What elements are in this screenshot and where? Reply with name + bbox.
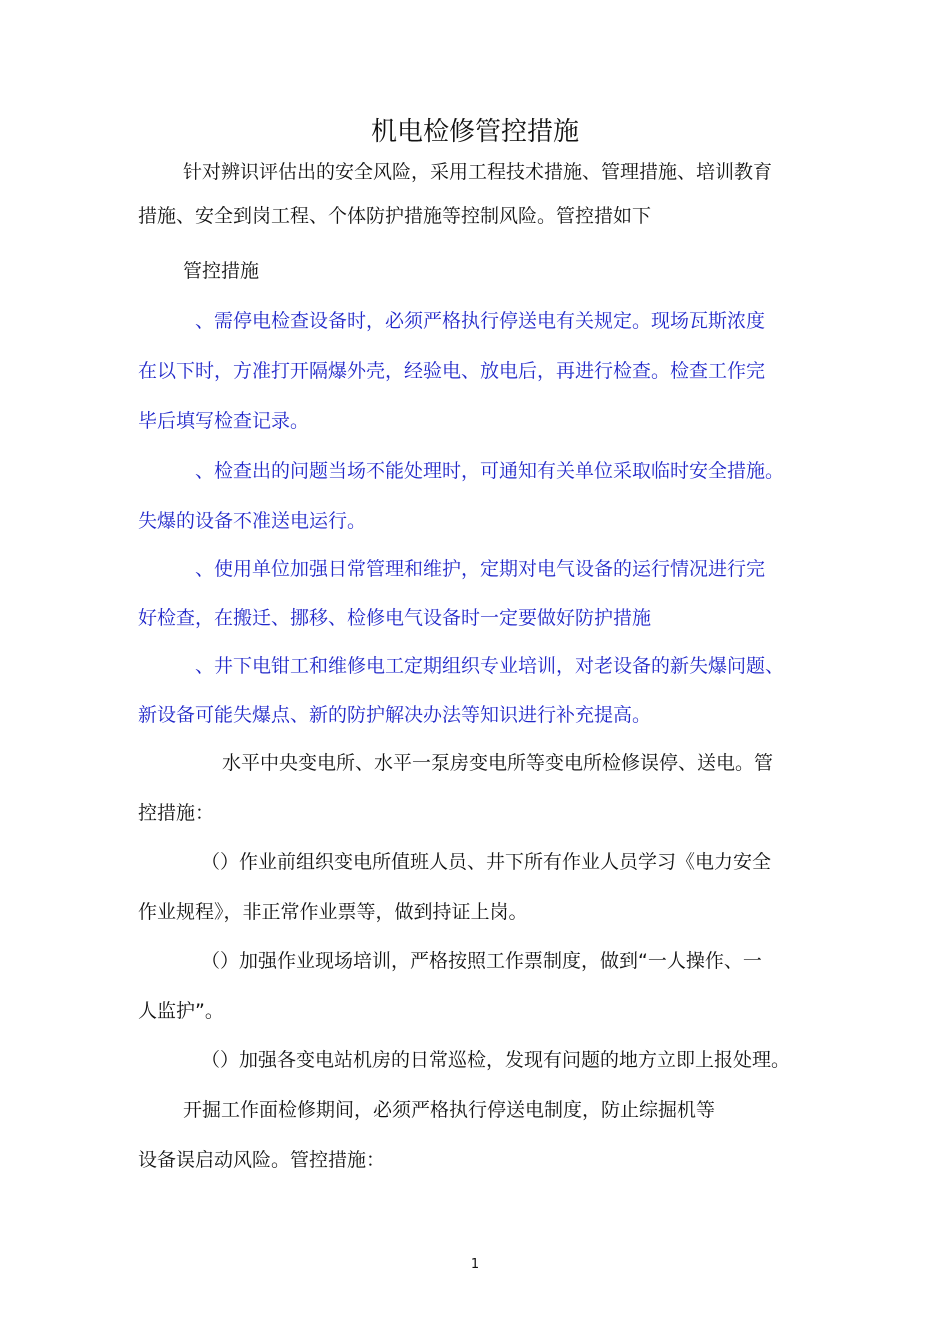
sub-measure-2-line-1: （）加强作业现场培训，严格按照工作票制度，做到“一人操作、一	[201, 950, 762, 972]
section-3-line-2: 设备误启动风险。管控措施：	[138, 1149, 386, 1171]
page-number: 1	[470, 1257, 480, 1272]
measure-3-line-2: 好检查，在搬迁、挪移、检修电气设备时一定要做好防护措施	[138, 607, 652, 629]
page-title: 机电检修管控措施	[370, 117, 579, 147]
measure-4-line-1: 、井下电钳工和维修电工定期组织专业培训，对老设备的新失爆问题、	[195, 655, 785, 677]
section-heading: 管控措施	[183, 260, 260, 282]
section-2-line-2: 控措施：	[138, 802, 215, 824]
measure-2-line-2: 失爆的设备不准送电运行。	[138, 510, 367, 532]
sub-measure-1-line-1: （）作业前组织变电所值班人员、井下所有作业人员学习《电力安全	[201, 851, 772, 873]
intro-line-1: 针对辨识评估出的安全风险，采用工程技术措施、管理措施、培训教育	[183, 161, 773, 183]
measure-4-line-2: 新设备可能失爆点、新的防护解决办法等知识进行补充提高。	[138, 704, 652, 726]
measure-1-line-3: 毕后填写检查记录。	[138, 410, 310, 432]
measure-2-line-1: 、检查出的问题当场不能处理时，可通知有关单位采取临时安全措施。	[195, 460, 785, 482]
measure-3-line-1: 、使用单位加强日常管理和维护，定期对电气设备的运行情况进行完	[195, 558, 766, 580]
sub-measure-1-line-2: 作业规程》，非正常作业票等，做到持证上岗。	[138, 901, 528, 923]
section-2-line-1: 水平中央变电所、水平一泵房变电所等变电所检修误停、送电。管	[222, 752, 774, 774]
intro-line-2: 措施、安全到岗工程、个体防护措施等控制风险。管控措如下	[138, 205, 652, 227]
measure-1-line-2: 在以下时，方准打开隔爆外壳，经验电、放电后，再进行检查。检查工作完	[138, 360, 766, 382]
section-3-line-1: 开掘工作面检修期间，必须严格执行停送电制度，防止综掘机等	[183, 1099, 716, 1121]
sub-measure-2-line-2: 人监护”。	[138, 1000, 224, 1022]
measure-1-line-1: 、需停电检查设备时，必须严格执行停送电有关规定。现场瓦斯浓度	[195, 310, 766, 332]
sub-measure-3-line-1: （）加强各变电站机房的日常巡检，发现有问题的地方立即上报处理。	[201, 1049, 791, 1071]
